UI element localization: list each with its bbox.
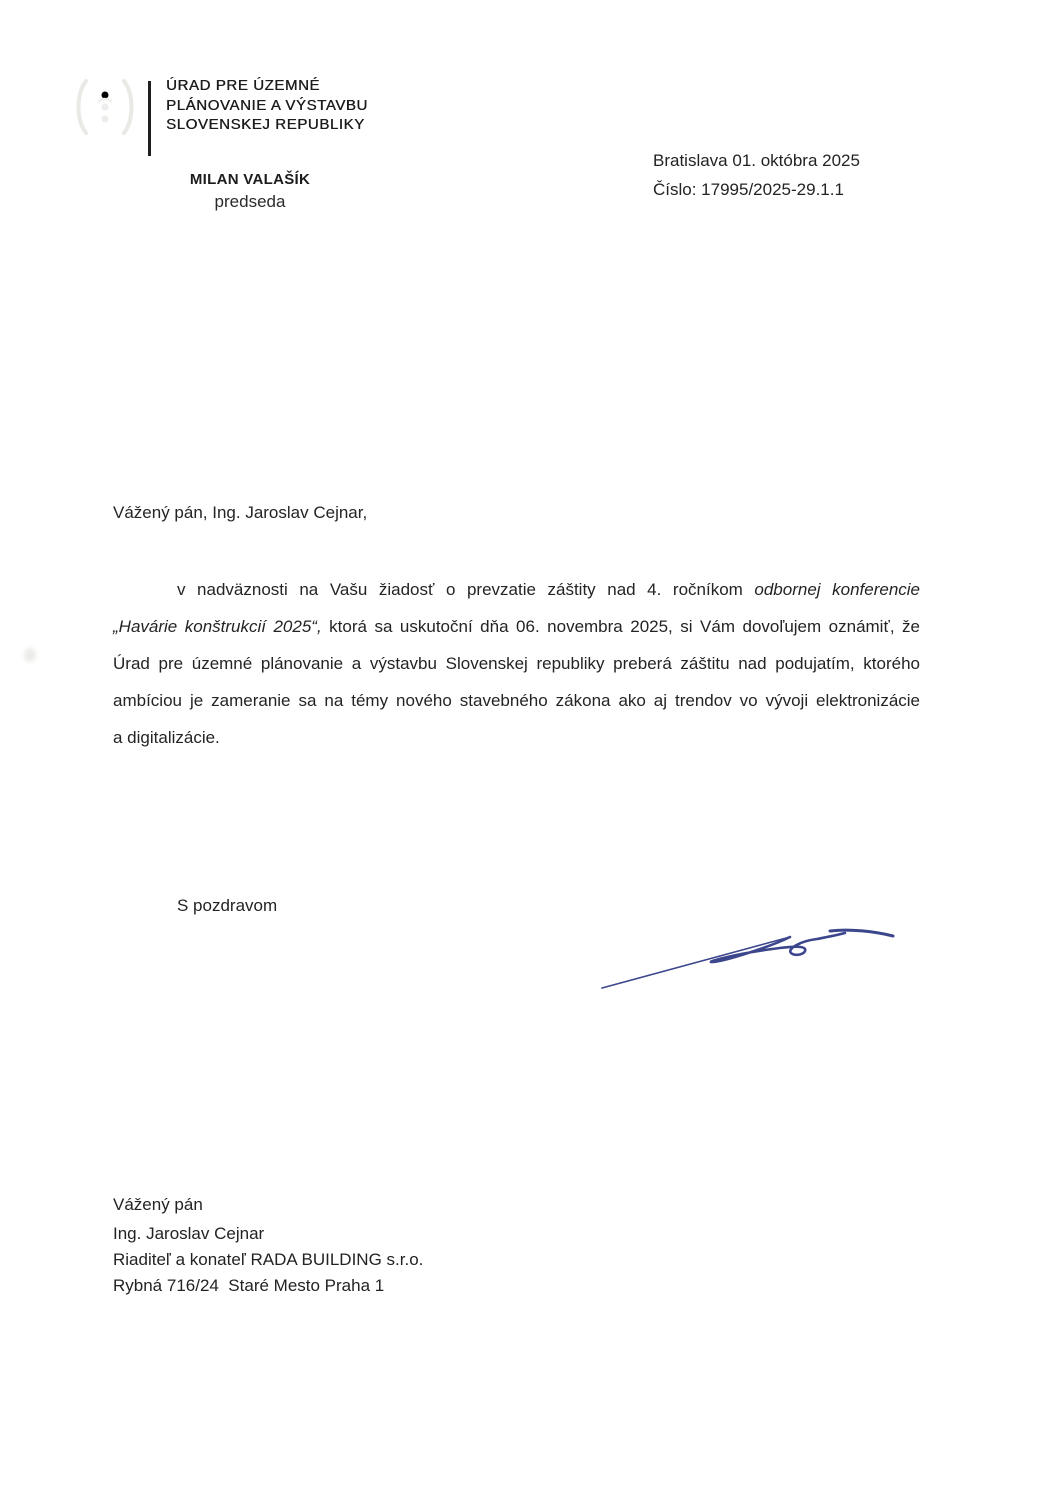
body-text-italic: „Havárie konštrukcií 2025“,: [113, 617, 322, 636]
body-text: ktorá sa uskutoční dňa 06. novembra 2025, si Vám dovoľujem oznámiť, že: [321, 617, 921, 636]
body-text: Úrad pre územné plánovanie a výstavbu Slovenskej republiky preberá záštitu nad podujatím, ktorého: [113, 654, 920, 673]
handwritten-signature: [595, 915, 895, 1000]
body-line: [113, 608, 920, 645]
recipient-line: Riaditeľ a konateľ RADA BUILDING s.r.o.: [113, 1250, 424, 1269]
office-name: [166, 76, 368, 135]
salutation: Vážený pán, Ing. Jaroslav Cejnar,: [113, 503, 368, 522]
closing-salutation: S pozdravom: [177, 896, 278, 915]
letter-place-date: Bratislava 01. októbra 2025: [653, 151, 860, 170]
signatory-block: [146, 170, 354, 212]
recipient-line: Rybná 716/24 Staré Mesto Praha 1: [113, 1276, 385, 1295]
recipient-line: Ing. Jaroslav Cejnar: [113, 1224, 265, 1243]
body-text: a digitalizácie.: [113, 728, 220, 747]
letter-body: [113, 571, 920, 756]
office-name-line: PLÁNOVANIE A VÝSTAVBU: [166, 96, 368, 114]
state-emblem-icon: [72, 78, 138, 136]
body-line: [113, 571, 920, 608]
body-text: ambíciou je zameranie sa na témy nového stavebného zákona ako aj trendov vo vývoji elektronizácie: [113, 691, 920, 710]
body-line: [113, 719, 920, 756]
body-line: [113, 682, 920, 719]
date-reference-block: [653, 146, 860, 204]
office-name-line: SLOVENSKEJ REPUBLIKY: [166, 116, 365, 133]
recipient-line: Vážený pán: [113, 1195, 203, 1214]
signatory-title: predseda: [214, 192, 286, 211]
office-name-line: ÚRAD PRE ÚZEMNÉ: [166, 77, 321, 94]
body-line: [113, 645, 920, 682]
recipient-block: [113, 1192, 423, 1299]
letter-reference-number: Číslo: 17995/2025-29.1.1: [653, 180, 844, 199]
header-divider: [148, 81, 151, 156]
body-text: v nadväznosti na Vašu žiadosť o prevzatie záštity nad 4. ročníkom: [177, 580, 755, 599]
signatory-name: MILAN VALAŠÍK: [189, 171, 311, 188]
body-text-italic: odbornej konferencie: [754, 580, 921, 599]
scan-artifact: [24, 648, 36, 662]
